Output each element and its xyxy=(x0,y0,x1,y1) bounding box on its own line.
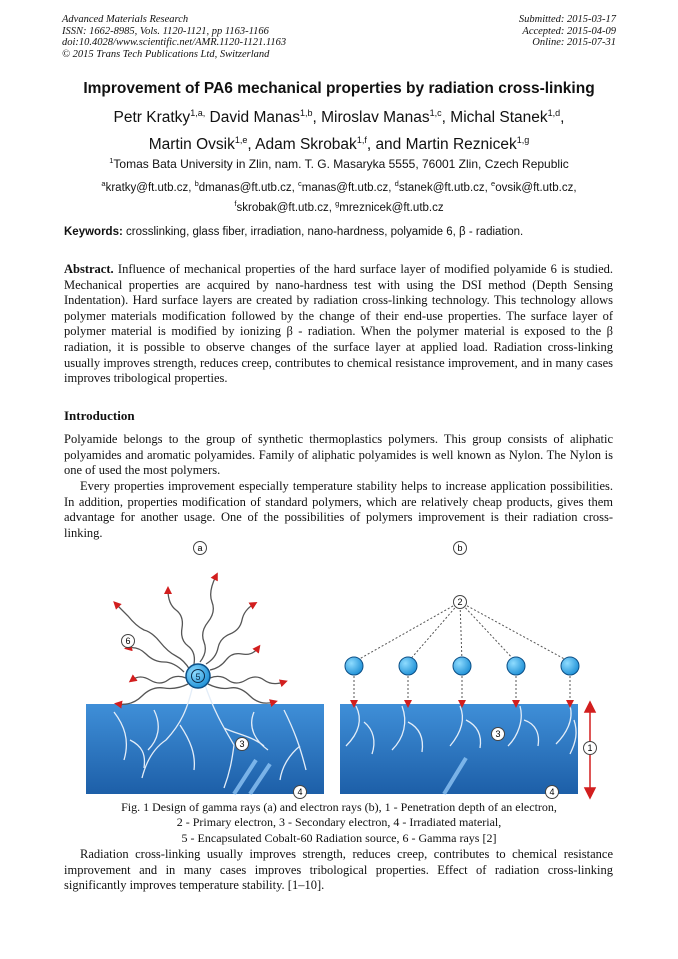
author-name: Miroslav Manas xyxy=(321,109,430,127)
affiliation-number: 1 xyxy=(109,156,114,165)
author-affil: 1,e xyxy=(234,135,248,146)
primary-electrons xyxy=(345,657,579,675)
email-marker: b xyxy=(194,179,199,188)
primary-electron xyxy=(399,657,417,675)
caption-line: Fig. 1 Design of gamma rays (a) and electron rays (b), 1 - Penetration depth of an electron, xyxy=(121,800,557,814)
author-name: David Manas xyxy=(209,109,300,127)
author-affil: 1,d xyxy=(547,108,561,118)
affiliation-text: Tomas Bata University in Zlin, nam. T. G. Masaryka 5555, 76001 Zlin, Czech Republic xyxy=(113,157,569,171)
author-affil: 1,f xyxy=(356,135,367,146)
journal-doi[interactable]: doi:10.4028/www.scientific.net/AMR.1120-1121.1163 xyxy=(62,37,287,48)
electron-paths xyxy=(354,676,570,704)
author-name: Michal Stanek xyxy=(450,109,548,127)
author-affil: 1,g xyxy=(516,135,530,146)
label-b: b xyxy=(457,543,463,553)
keywords-label: Keywords: xyxy=(64,226,123,238)
intro-paragraph-2: Every properties improvement especially temperature stability helps to increase application possibilities. In addition, properties modification of standard polymers, which are relatively cheap products, gives them advantage for another usage. One of the possibilities of polymers improvement is their radiation cross-linking. xyxy=(64,479,613,540)
label-3a: 3 xyxy=(239,739,245,749)
email-marker: d xyxy=(394,179,399,188)
dates-header xyxy=(519,14,616,49)
gamma-ray xyxy=(200,576,216,662)
email-link[interactable]: kratky@ft.utb.cz xyxy=(105,181,189,194)
email-link[interactable]: stanek@ft.utb.cz xyxy=(398,181,485,194)
keywords xyxy=(64,226,624,238)
abstract-label: Abstract. xyxy=(64,262,114,276)
author-name: Martin Reznicek xyxy=(405,136,517,154)
label-2: 2 xyxy=(457,597,463,607)
author-list xyxy=(62,102,616,156)
affiliation xyxy=(0,156,678,171)
irradiated-material-b xyxy=(340,704,578,794)
label-4b: 4 xyxy=(549,787,555,797)
label-1: 1 xyxy=(587,743,593,753)
abstract-text: Influence of mechanical properties of the hard surface layer of modified polyamide 6 is studied. Mechanical properties are acquired by nano-hardness test with using the DSI method (Depth Sensing Indentation). Hard surface layers are created by radiation cross-linking technology. This technology allows polymer materials modification followed by the change of their end-use properties. The surface layer of polymer material is modified by ionizing β - radiation. When the polymer material is exposed to the β radiation, it is possible to observe changes of the surface layer at applied load. Radiation cross-linking usually improves strength, reduces creep, contributes to chemical resistance improvement, and in many cases improves tribological properties. xyxy=(64,262,614,386)
gamma-ray xyxy=(132,676,186,683)
author-name: Martin Ovsik xyxy=(148,136,235,154)
gamma-ray xyxy=(208,684,274,703)
label-3b: 3 xyxy=(495,729,501,739)
primary-electron xyxy=(345,657,363,675)
dotted-guides xyxy=(354,602,570,662)
email-list: $^a$kratky@ft.utb.cz, $^b$dmanas@ft.utb.cz, $^c$manas@ft.utb.cz, $^d$stanek@ft.utb.cz, $^e$ovsik@ft.utb.cz, $^f$skrobak@ft.utb.cz, $^g$mreznicek@ft.utb.cz xyxy=(101,179,577,214)
email-link[interactable]: mreznicek@ft.utb.cz xyxy=(339,201,444,214)
author-affil: 1,a, xyxy=(190,108,206,118)
journal-header xyxy=(62,14,286,60)
email-marker: e xyxy=(491,179,496,188)
journal-issn: ISSN: 1662-8985, Vols. 1120-1121, pp 1163-1166 xyxy=(62,25,269,37)
abstract xyxy=(64,262,613,387)
gamma-ray xyxy=(210,676,284,683)
author-separator: , and xyxy=(366,136,406,154)
figure-caption xyxy=(62,800,616,846)
online-date: Online: 2015-07-31 xyxy=(532,37,616,48)
author-name: Adam Skrobak xyxy=(255,136,357,154)
author-separator: , xyxy=(560,109,565,127)
author-affil: 1,b xyxy=(299,108,313,118)
intro-paragraph-1: Polyamide belongs to the group of synthetic thermoplastics polymers. This group consists of aliphatic polyamides and aromatic polyamides. Family of aliphatic polyamides is well known as Nylon. The Nylon is one of used the most polymers. xyxy=(64,432,613,478)
gamma-ray xyxy=(118,684,188,704)
body-paragraph: Radiation cross-linking usually improves strength, reduces creep, contributes to chemical resistance improvement and in many cases improves tribological properties. Effect of radiation cross-linking significantly improves temperature stability. [1–10]. xyxy=(64,847,613,893)
author-separator: , xyxy=(441,109,451,127)
email-link[interactable]: skrobak@ft.utb.cz xyxy=(236,201,329,214)
caption-line: 2 - Primary electron, 3 - Secondary electron, 4 - Irradiated material, xyxy=(176,815,502,830)
journal-name: Advanced Materials Research xyxy=(62,14,189,25)
email-marker: g xyxy=(335,198,340,208)
section-heading-introduction: Introduction xyxy=(64,408,135,423)
author-affil: 1,c xyxy=(429,108,442,118)
email-link[interactable]: dmanas@ft.utb.cz xyxy=(198,181,292,194)
author-separator: , xyxy=(247,136,256,154)
accepted-date: Accepted: 2015-04-09 xyxy=(522,25,616,37)
email-link[interactable]: ovsik@ft.utb.cz xyxy=(495,181,574,194)
caption-line: 5 - Encapsulated Cobalt-60 Radiation source, 6 - Gamma rays [2] xyxy=(181,830,497,845)
email-marker: a xyxy=(101,179,106,188)
label-a: a xyxy=(197,543,203,553)
gamma-ray xyxy=(128,648,184,672)
primary-electron xyxy=(453,657,471,675)
author-name: Petr Kratky xyxy=(113,109,191,127)
figure-1-diagram xyxy=(84,540,604,802)
email-link[interactable]: manas@ft.utb.cz xyxy=(301,181,389,194)
journal-copyright: © 2015 Trans Tech Publications Ltd, Switzerland xyxy=(62,48,270,60)
label-5: 5 xyxy=(195,672,201,682)
email-marker: f xyxy=(234,198,237,208)
submitted-date: Submitted: 2015-03-17 xyxy=(518,14,616,25)
keywords-text: crosslinking, glass fiber, irradiation, nano-hardness, polyamide 6, β - radiation. xyxy=(126,226,524,238)
email-marker: c xyxy=(298,179,302,188)
primary-electron xyxy=(507,657,525,675)
label-6: 6 xyxy=(125,636,131,646)
primary-electron xyxy=(561,657,579,675)
paper-title: Improvement of PA6 mechanical properties by radiation cross-linking xyxy=(83,80,595,97)
author-separator: , xyxy=(312,109,322,127)
label-4a: 4 xyxy=(297,787,303,797)
